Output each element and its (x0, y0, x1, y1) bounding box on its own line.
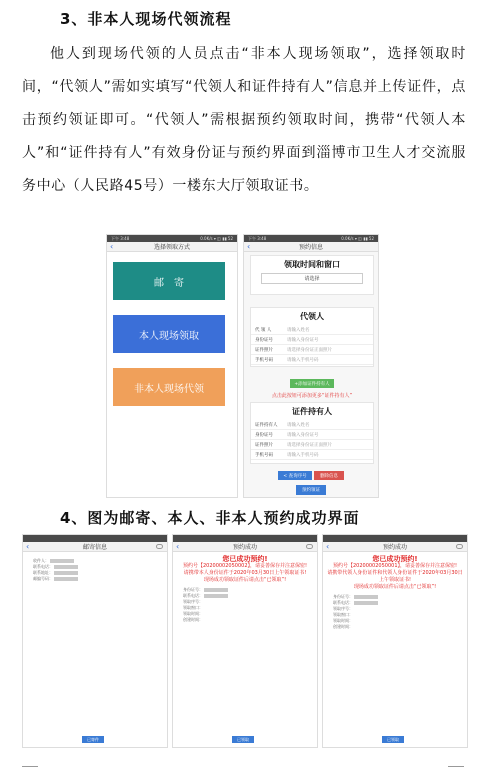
success-message: 您已成功预约! 预约号【20200002050001】，请妥善保存并注意保密! 请携带代领人身份证件和代领人身份证件于2020年03月30日上午领取证书! 现场成功领取证件后请点击“已领取”! (327, 555, 463, 590)
mail-button[interactable]: 邮 寄 (113, 262, 225, 300)
redacted-value (54, 565, 78, 569)
proxy-pickup-button[interactable]: 非本人现场代领 (113, 368, 225, 406)
holder-name-row[interactable]: 证件持有人 请输入姓名 (251, 420, 373, 430)
nav-title: 预约成功 (232, 544, 257, 551)
agent-phone-row[interactable]: 手机号码 请输入手机号码 (251, 355, 373, 365)
add-holder-button[interactable]: +添加证件持有人 (290, 379, 334, 388)
status-time: 下午 3:48 (111, 235, 130, 241)
time-window-title: 领取时间和窗口 (284, 260, 340, 269)
query-number-button[interactable]: < 查询序号 (278, 471, 312, 480)
status-bar (244, 235, 378, 242)
redacted-value (354, 595, 378, 599)
holder-title: 证件持有人 (292, 407, 332, 416)
picked-up-button[interactable]: 已领取 (382, 736, 404, 743)
status-bar (107, 235, 237, 242)
nav-bar (23, 542, 167, 552)
redacted-value (50, 559, 74, 563)
holder-photo-row[interactable]: 证件照片 请选择身份证正面照片 (251, 440, 373, 450)
back-icon[interactable]: ‹ (326, 542, 330, 551)
section-3-paragraph: 他人到现场代领的人员点击“非本人现场领取”，选择领取时间，“代领人”需如实填写“代领人和证件持有人”信息并上传证件，点击预约领证即可。“代领人”需根据预约领取时间，携带“代领人本人”和“证件持有人”有效身份证与预约界面到淄博市卫生人才交流服务中心（人民路45号）一楼东大厅领取证书。 (22, 46, 466, 194)
redacted-value (354, 601, 378, 605)
back-icon[interactable]: ‹ (26, 542, 30, 551)
redacted-value (204, 594, 228, 598)
appointment-screenshot (243, 234, 379, 498)
crop-mark (448, 766, 464, 773)
nav-title: 邮寄信息 (82, 544, 107, 551)
method-select-screenshot (106, 234, 238, 498)
proxy-info-list: 身份证号： 联系电话： 领取序号： 领取窗口： 领取时间： 创建时间： (323, 594, 467, 630)
redacted-value (204, 588, 228, 592)
mail-info-list: 收件人： 联系电话： 联系地址： 邮编号码： (23, 558, 167, 582)
submit-appointment-button[interactable]: 预约领证 (296, 485, 326, 495)
section-3-heading: 3、非本人现场代领流程 (60, 10, 232, 28)
crop-mark (22, 766, 38, 773)
back-icon[interactable]: ‹ (247, 242, 251, 251)
nav-bar (107, 242, 237, 252)
proxy-success-screenshot (322, 534, 468, 748)
add-holder-tip: 点击此按钮可添加更多“证件持有人” (271, 393, 353, 399)
self-pickup-button[interactable]: 本人现场领取 (113, 315, 225, 353)
more-icon[interactable] (156, 544, 163, 549)
self-info-list: 身份证号： 联系电话： 领取序号： 领取窗口： 领取时间： 创建时间： (173, 587, 317, 623)
nav-bar (244, 242, 378, 252)
back-icon[interactable]: ‹ (110, 242, 114, 251)
status-bar (173, 535, 317, 542)
holder-phone-row[interactable]: 手机号码 请输入手机号码 (251, 450, 373, 460)
time-select[interactable]: 请选择 (261, 273, 363, 284)
agent-id-row[interactable]: 身份证号 请输入身份证号 (251, 335, 373, 345)
success-message: 您已成功预约! 预约号【20200002050002】，请妥善保存并注意保密! 请携带本人身份证件于2020年03月30日上午领取证书! 现场成功领取证件后请点击“已领取”! (182, 555, 308, 583)
agent-name-row[interactable]: 代 领 人 请输入姓名 (251, 325, 373, 335)
mail-success-screenshot (22, 534, 168, 748)
shipped-button[interactable]: 已寄件 (82, 736, 104, 743)
status-bar (23, 535, 167, 542)
nav-bar (173, 542, 317, 552)
back-icon[interactable]: ‹ (176, 542, 180, 551)
nav-bar (323, 542, 467, 552)
self-success-screenshot (172, 534, 318, 748)
agent-photo-row[interactable]: 证件照片 请选择身份证正面照片 (251, 345, 373, 355)
status-icons: 0.0K/s ▾ ◫ ▮▮ 52 (341, 236, 374, 241)
holder-id-row[interactable]: 身份证号 请输入身份证号 (251, 430, 373, 440)
agent-title: 代领人 (300, 312, 324, 321)
redacted-value (54, 577, 78, 581)
more-icon[interactable] (306, 544, 313, 549)
status-time: 下午 3:48 (248, 235, 267, 241)
nav-title: 预约成功 (382, 544, 407, 551)
status-bar (323, 535, 467, 542)
section-4-heading: 4、图为邮寄、本人、非本人预约成功界面 (60, 509, 360, 527)
nav-title: 选择领取方式 (153, 244, 190, 251)
status-icons: 0.0K/s ▾ ◫ ▮▮ 52 (200, 236, 233, 241)
redacted-value (54, 571, 78, 575)
holder-section (250, 402, 374, 464)
more-icon[interactable] (456, 544, 463, 549)
time-window-section (250, 255, 374, 295)
agent-section (250, 307, 374, 367)
picked-up-button[interactable]: 已领取 (232, 736, 254, 743)
delete-info-button[interactable]: 删除信息 (314, 471, 344, 480)
nav-title: 预约信息 (298, 244, 323, 251)
